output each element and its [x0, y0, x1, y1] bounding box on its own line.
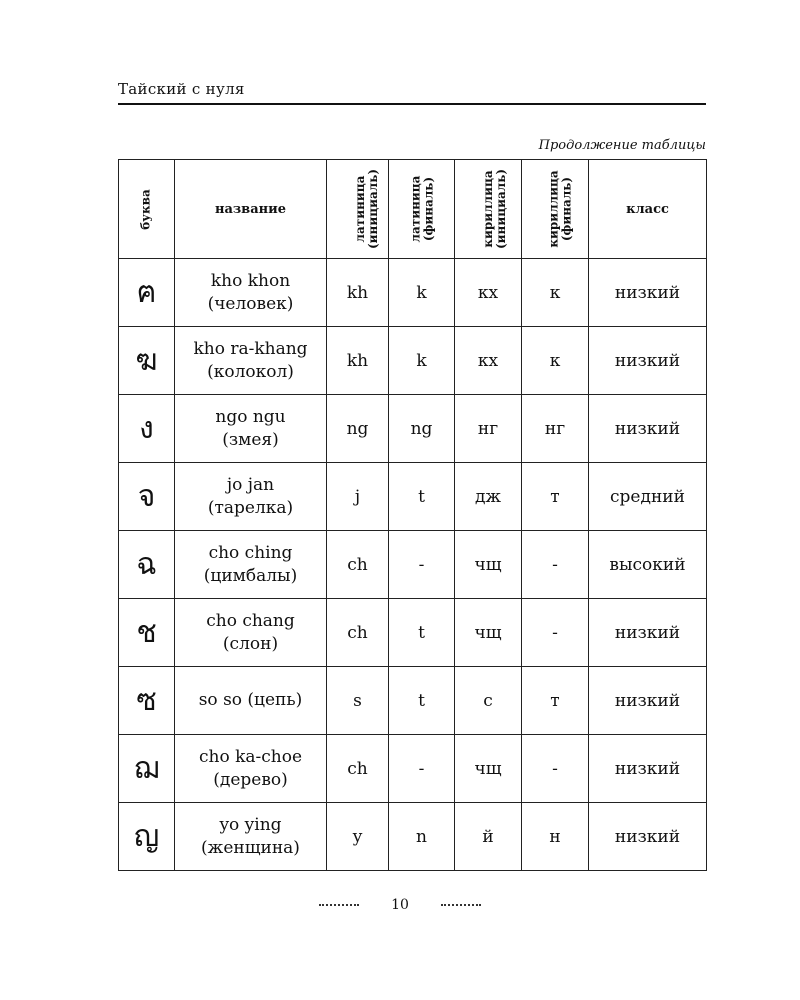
- table-row: [119, 259, 707, 327]
- cyrillic-initial: чщ: [455, 531, 522, 599]
- letter-name: jo jan (тарелка): [175, 463, 327, 531]
- cyrillic-initial: дж: [455, 463, 522, 531]
- consonant-class: низкий: [589, 395, 707, 463]
- cyrillic-initial: чщ: [455, 599, 522, 667]
- latin-final: k: [389, 327, 455, 395]
- letter-name: ngo ngu (змея): [175, 395, 327, 463]
- latin-final: k: [389, 259, 455, 327]
- thai-letter: ช: [119, 599, 175, 667]
- cyrillic-initial: чщ: [455, 735, 522, 803]
- consonant-class: низкий: [589, 803, 707, 871]
- latin-final: -: [389, 735, 455, 803]
- cyrillic-initial: кх: [455, 327, 522, 395]
- latin-final: t: [389, 599, 455, 667]
- col-header-cyrillic-final: кириллица (финаль): [522, 160, 589, 259]
- table-row: [119, 803, 707, 871]
- table-row: [119, 735, 707, 803]
- latin-initial: s: [327, 667, 389, 735]
- letter-name: cho ching (цимбалы): [175, 531, 327, 599]
- thai-letter: จ: [119, 463, 175, 531]
- consonant-class: низкий: [589, 667, 707, 735]
- cyrillic-initial: й: [455, 803, 522, 871]
- latin-final: n: [389, 803, 455, 871]
- thai-letter: ฉ: [119, 531, 175, 599]
- col-header-letter: буква: [119, 160, 175, 259]
- thai-letter: ฆ: [119, 327, 175, 395]
- cyrillic-final: н: [522, 803, 589, 871]
- page-footer: [0, 897, 800, 913]
- col-header-class: класс: [589, 160, 707, 259]
- continuation-label: Продолжение таблицы: [538, 138, 706, 153]
- table-row: [119, 395, 707, 463]
- cyrillic-final: к: [522, 327, 589, 395]
- table-header-row: [119, 160, 707, 259]
- cyrillic-final: т: [522, 463, 589, 531]
- letter-name: cho chang (слон): [175, 599, 327, 667]
- consonant-class: низкий: [589, 735, 707, 803]
- latin-initial: kh: [327, 327, 389, 395]
- latin-final: t: [389, 667, 455, 735]
- latin-initial: ng: [327, 395, 389, 463]
- running-head: Тайский с нуля: [118, 80, 245, 98]
- latin-initial: ch: [327, 599, 389, 667]
- cyrillic-final: нг: [522, 395, 589, 463]
- latin-final: -: [389, 531, 455, 599]
- cyrillic-initial: кх: [455, 259, 522, 327]
- latin-initial: ch: [327, 531, 389, 599]
- cyrillic-initial: с: [455, 667, 522, 735]
- cyrillic-final: -: [522, 531, 589, 599]
- cyrillic-final: -: [522, 599, 589, 667]
- cyrillic-final: т: [522, 667, 589, 735]
- latin-initial: ch: [327, 735, 389, 803]
- cyrillic-initial: нг: [455, 395, 522, 463]
- col-header-latin-initial: латиница (инициаль): [327, 160, 389, 259]
- table-row: [119, 531, 707, 599]
- letter-name: kho ra-khang (колокол): [175, 327, 327, 395]
- footer-dots-left: [319, 904, 359, 906]
- table-row: [119, 667, 707, 735]
- latin-final: ng: [389, 395, 455, 463]
- latin-initial: j: [327, 463, 389, 531]
- alphabet-table: [118, 159, 707, 871]
- thai-letter: ฅ: [119, 259, 175, 327]
- consonant-class: низкий: [589, 599, 707, 667]
- consonant-class: высокий: [589, 531, 707, 599]
- consonant-class: низкий: [589, 327, 707, 395]
- letter-name: kho khon (человек): [175, 259, 327, 327]
- letter-name: cho ka-choe (дерево): [175, 735, 327, 803]
- consonant-class: средний: [589, 463, 707, 531]
- table-row: [119, 327, 707, 395]
- page-number: 10: [391, 897, 409, 913]
- cyrillic-final: к: [522, 259, 589, 327]
- table-row: [119, 599, 707, 667]
- thai-letter: ญ: [119, 803, 175, 871]
- col-header-latin-final: латиница (финаль): [389, 160, 455, 259]
- thai-letter: ง: [119, 395, 175, 463]
- latin-final: t: [389, 463, 455, 531]
- letter-name: so so (цепь): [175, 667, 327, 735]
- thai-letter: ซ: [119, 667, 175, 735]
- thai-letter: ฌ: [119, 735, 175, 803]
- letter-name: yo ying (женщина): [175, 803, 327, 871]
- col-header-name: название: [175, 160, 327, 259]
- latin-initial: y: [327, 803, 389, 871]
- header-rule: [118, 103, 706, 105]
- footer-dots-right: [441, 904, 481, 906]
- latin-initial: kh: [327, 259, 389, 327]
- table-row: [119, 463, 707, 531]
- col-header-cyrillic-initial: кириллица (инициаль): [455, 160, 522, 259]
- consonant-class: низкий: [589, 259, 707, 327]
- cyrillic-final: -: [522, 735, 589, 803]
